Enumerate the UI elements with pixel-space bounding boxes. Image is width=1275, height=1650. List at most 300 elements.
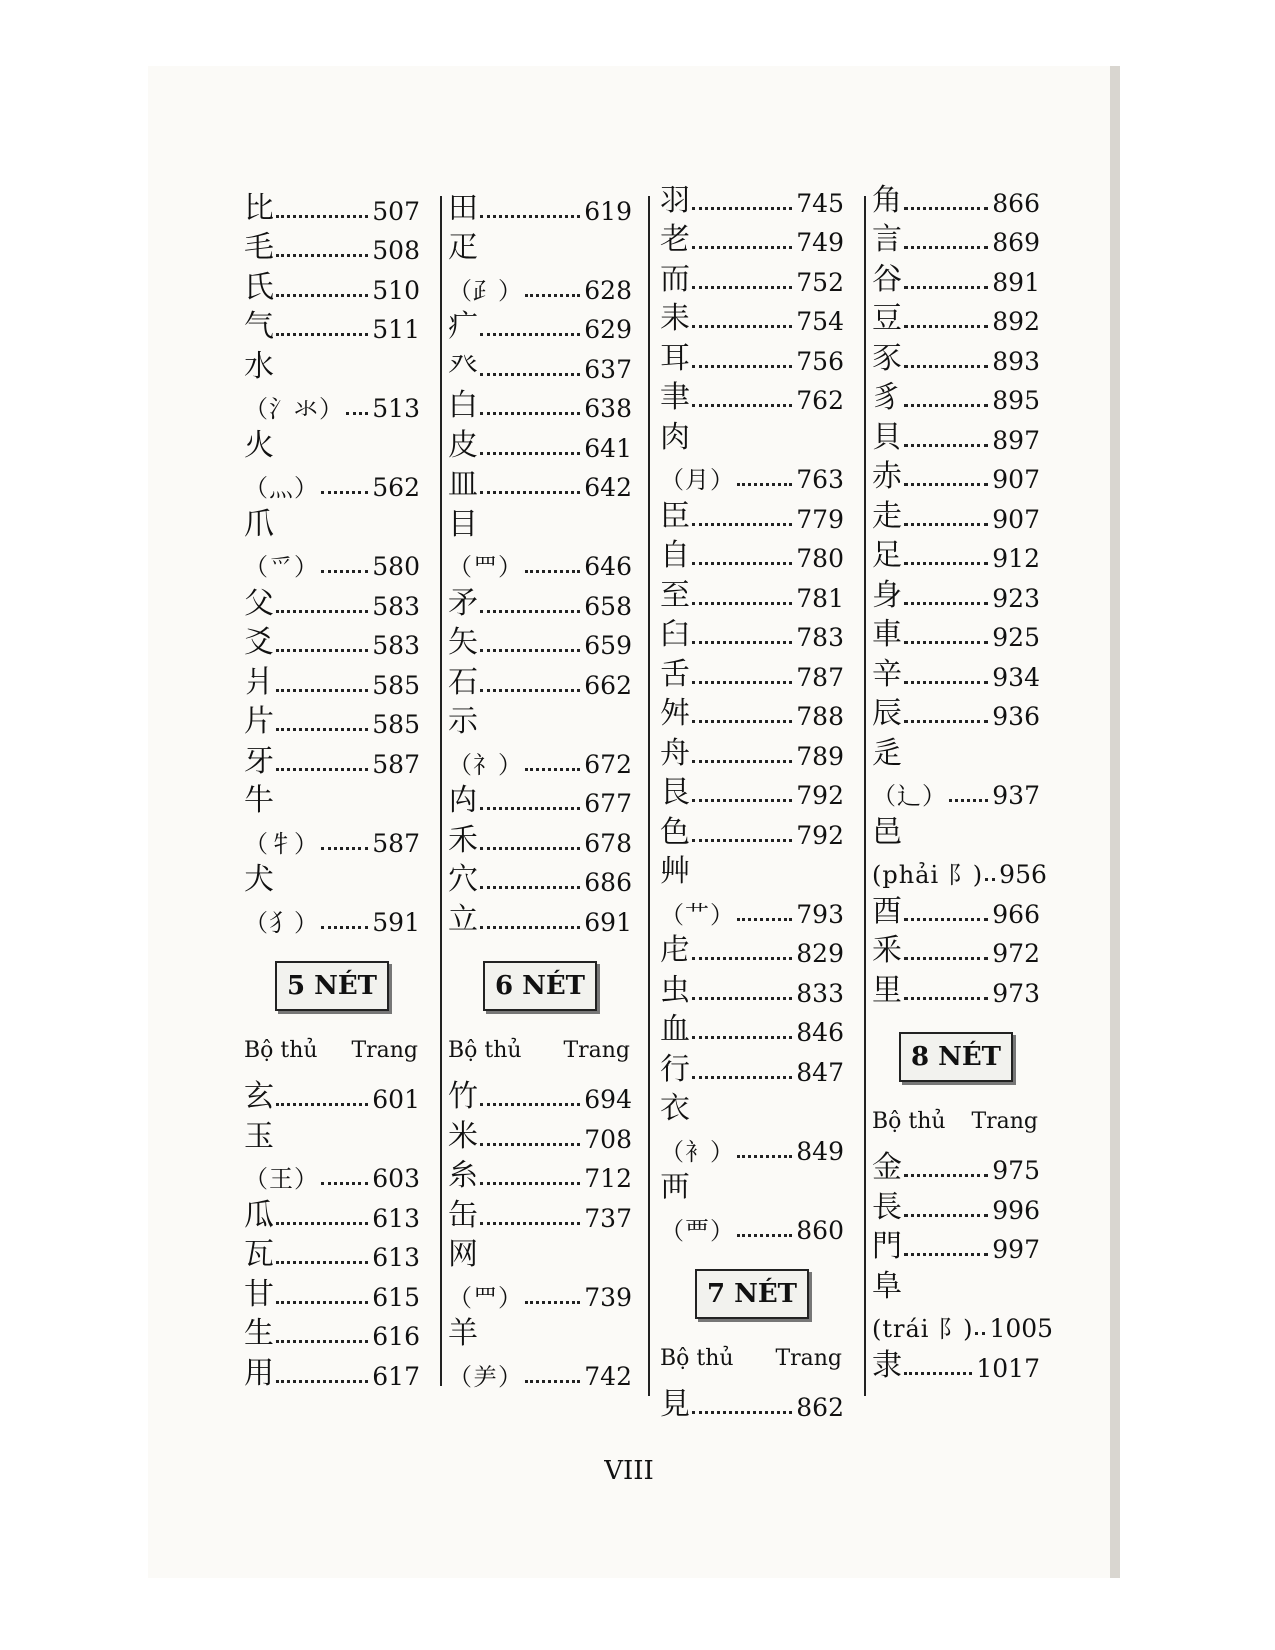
radical-glyph: 角	[872, 182, 902, 218]
column-divider	[648, 196, 650, 1396]
page-ref: 787	[796, 662, 844, 692]
radical-column-3	[660, 176, 844, 1420]
dot-leader	[480, 886, 580, 889]
radical-column-4	[872, 176, 1054, 1383]
section-header	[660, 1337, 844, 1381]
radical-entry	[660, 887, 844, 927]
dot-leader	[692, 720, 792, 723]
radical-entry	[660, 255, 844, 295]
radical-glyph: 身	[872, 577, 902, 613]
radical-entry	[660, 650, 844, 690]
radical-glyph: 石	[448, 664, 478, 700]
dot-leader	[904, 957, 988, 960]
page-ref: 754	[796, 307, 844, 336]
radical-entry	[872, 729, 1040, 769]
radical-glyph: 爪	[244, 506, 274, 542]
radical-glyph: 瓜	[244, 1197, 274, 1233]
dot-leader	[480, 847, 580, 850]
radical-entry	[244, 1231, 420, 1271]
page-ref: 694	[584, 1085, 632, 1114]
radical-glyph: 釆	[872, 933, 902, 968]
page-ref: 895	[992, 386, 1040, 415]
radical-entry	[448, 263, 632, 303]
radical-glyph: （月）	[660, 466, 735, 494]
radical-glyph: 虫	[660, 972, 690, 1008]
dot-leader	[737, 483, 792, 486]
dot-leader	[692, 1076, 792, 1079]
radical-entry	[244, 1073, 420, 1113]
radical-entry	[448, 698, 632, 738]
stroke-count-heading: 8 NÉT	[899, 1032, 1013, 1082]
radical-entry	[872, 1262, 1040, 1302]
page-ref: 781	[796, 583, 844, 613]
radical-glyph: 火	[244, 427, 274, 463]
radical-entry	[244, 382, 420, 422]
radical-glyph: 老	[660, 222, 690, 257]
radical-glyph: 辛	[872, 656, 902, 692]
radical-glyph: 豆	[872, 301, 902, 336]
dot-leader	[276, 1380, 368, 1383]
page-ref: 1005	[989, 1314, 1054, 1343]
radical-entry	[872, 295, 1040, 335]
page-ref: 792	[796, 820, 844, 850]
radical-glyph: 羽	[660, 182, 690, 218]
page-ref: 892	[992, 307, 1040, 336]
radical-entry	[448, 856, 632, 896]
radical-entry	[872, 808, 1040, 848]
header-page: Trang	[563, 1038, 630, 1063]
section-header	[448, 1029, 632, 1073]
radical-glyph: （⺶）	[448, 1362, 523, 1391]
dot-leader	[276, 649, 368, 652]
radical-column-2	[448, 184, 632, 1389]
radical-entry	[872, 255, 1040, 295]
radical-entry	[448, 1270, 632, 1310]
radical-glyph: 舟	[660, 735, 690, 771]
page-ref: 712	[584, 1164, 632, 1193]
radical-glyph: 阜	[872, 1268, 902, 1304]
radical-glyph: 疋	[448, 230, 478, 265]
radical-entry	[872, 690, 1040, 730]
dot-leader	[480, 1222, 580, 1225]
radical-entry	[244, 263, 420, 303]
page-ref: 1017	[976, 1353, 1040, 1383]
radical-entry	[244, 461, 420, 501]
dot-leader	[692, 957, 792, 960]
radical-entry	[872, 927, 1040, 967]
page-ref: 749	[796, 228, 844, 257]
dot-leader	[480, 610, 580, 613]
header-radical: Bộ thủ	[448, 1038, 522, 1063]
page-ref: 897	[992, 425, 1040, 455]
radical-glyph: 聿	[660, 380, 690, 415]
page-ref: 847	[796, 1057, 844, 1087]
dot-leader	[480, 452, 580, 455]
header-page: Trang	[775, 1346, 842, 1371]
radical-glyph: 谷	[872, 261, 902, 297]
radical-glyph: 虍	[660, 933, 690, 968]
radical-entry	[660, 966, 844, 1006]
page-ref: 619	[584, 196, 632, 226]
radical-glyph: 艮	[660, 775, 690, 810]
page-ref: 925	[992, 623, 1040, 652]
radical-entry	[872, 887, 1040, 927]
page-ref: 891	[992, 267, 1040, 297]
radical-glyph: 長	[872, 1189, 902, 1225]
dot-leader	[904, 681, 988, 684]
radical-entry	[872, 374, 1040, 414]
radical-glyph: 疒	[448, 309, 478, 344]
page-ref: 756	[796, 346, 844, 376]
radical-entry	[448, 382, 632, 422]
radical-glyph: 臼	[660, 617, 690, 652]
radical-glyph: 牛	[244, 783, 274, 818]
page-ref: 708	[584, 1124, 632, 1154]
page-ref: 686	[584, 868, 632, 897]
radical-entry	[872, 848, 1047, 889]
page-ref: 677	[584, 789, 632, 818]
page-ref: 603	[372, 1164, 420, 1193]
dot-leader	[904, 325, 988, 328]
page-ref: 507	[372, 196, 420, 226]
dot-leader	[985, 878, 995, 881]
radical-entry	[244, 777, 420, 817]
radical-glyph: 父	[244, 585, 274, 621]
radical-entry	[660, 690, 844, 730]
stroke-count-heading: 6 NÉT	[483, 961, 597, 1011]
dot-leader	[904, 1214, 988, 1217]
header-radical: Bộ thủ	[660, 1346, 734, 1371]
radical-glyph: 矢	[448, 625, 478, 660]
page-ref: 617	[372, 1361, 420, 1391]
dot-leader	[692, 760, 792, 763]
dot-leader	[692, 365, 792, 368]
radical-glyph: 隶	[872, 1347, 902, 1383]
radical-glyph: 水	[244, 348, 274, 384]
radical-glyph: 赤	[872, 459, 902, 494]
radical-glyph: 自	[660, 538, 690, 573]
dot-leader	[904, 404, 988, 407]
page-ref: 862	[796, 1393, 844, 1422]
radical-entry	[448, 777, 632, 817]
dot-leader	[276, 333, 368, 336]
radical-entry	[872, 1302, 1054, 1343]
page-ref: 513	[372, 394, 420, 423]
dot-leader	[525, 294, 580, 297]
page-ref: 907	[992, 465, 1040, 494]
page-ref: 737	[584, 1203, 632, 1233]
dot-leader	[276, 689, 368, 692]
dot-leader	[904, 997, 988, 1000]
dot-leader	[737, 1155, 792, 1158]
radical-glyph: 田	[448, 190, 478, 226]
radical-glyph: 舛	[660, 696, 690, 731]
page-ref: 912	[992, 544, 1040, 573]
dot-leader	[480, 1182, 580, 1185]
dot-leader	[525, 768, 580, 771]
page-ref: 613	[372, 1203, 420, 1233]
page-ref: 662	[584, 670, 632, 700]
dot-leader	[480, 215, 580, 218]
dot-leader	[904, 523, 988, 526]
radical-glyph: 而	[660, 261, 690, 297]
page-ref: 646	[584, 552, 632, 581]
dot-leader	[276, 728, 368, 731]
radical-entry	[660, 334, 844, 374]
page-ref: 789	[796, 741, 844, 771]
dot-leader	[480, 689, 580, 692]
header-page: Trang	[351, 1038, 418, 1063]
radical-glyph: 襾	[660, 1170, 690, 1205]
radical-entry	[244, 1310, 420, 1350]
dot-leader	[321, 847, 368, 850]
page-ref: 510	[372, 275, 420, 305]
radical-glyph: 舌	[660, 656, 690, 692]
dot-leader	[737, 1234, 792, 1237]
radical-entry	[448, 342, 632, 382]
radical-entry	[872, 1144, 1040, 1184]
radical-entry	[448, 1349, 632, 1389]
radical-glyph: 皿	[448, 467, 478, 502]
radical-entry	[660, 216, 844, 256]
radical-entry	[872, 611, 1040, 651]
dot-leader	[692, 1411, 792, 1414]
radical-entry	[448, 1310, 632, 1350]
radical-entry	[244, 1349, 420, 1389]
radical-glyph: （辶）	[872, 782, 947, 810]
radical-glyph: 爿	[244, 664, 274, 700]
radical-entry	[872, 492, 1040, 532]
dot-leader	[692, 602, 792, 605]
radical-glyph: 酉	[872, 893, 902, 929]
page-ref: 972	[992, 939, 1040, 968]
header-radical: Bộ thủ	[872, 1109, 946, 1134]
stroke-count-heading: 5 NÉT	[275, 961, 389, 1011]
radical-entry	[448, 540, 632, 580]
radical-entry	[448, 658, 632, 698]
page-ref: 658	[584, 591, 632, 621]
page-ref: 615	[372, 1282, 420, 1312]
radical-entry	[448, 500, 632, 540]
page-ref: 601	[372, 1085, 420, 1114]
radical-column-1	[244, 184, 420, 1389]
radical-glyph: 耳	[660, 340, 690, 376]
page-ref: 997	[992, 1235, 1040, 1264]
header-radical: Bộ thủ	[244, 1038, 318, 1063]
radical-glyph: 臣	[660, 498, 690, 534]
radical-entry	[660, 492, 844, 532]
dot-leader	[276, 1301, 368, 1304]
radical-glyph: 豕	[872, 340, 902, 376]
dot-leader	[692, 246, 792, 249]
dot-leader	[737, 918, 792, 921]
radical-entry	[448, 421, 632, 461]
book-page	[148, 66, 1120, 1578]
dot-leader	[480, 1143, 580, 1146]
radical-entry	[872, 1341, 1040, 1381]
page-ref: 628	[584, 275, 632, 305]
radical-glyph: 甘	[244, 1276, 274, 1312]
page-ref: 779	[796, 504, 844, 534]
radical-entry	[660, 927, 844, 967]
page-ref: 511	[372, 315, 420, 344]
dot-leader	[525, 1380, 580, 1383]
page-ref: 678	[584, 828, 632, 858]
radical-entry	[660, 729, 844, 769]
radical-glyph: 比	[244, 190, 274, 226]
dot-leader	[692, 523, 792, 526]
radical-entry	[448, 619, 632, 659]
radical-glyph: （氵氺）	[244, 395, 344, 423]
radical-glyph: 白	[448, 388, 478, 423]
radical-entry	[660, 1045, 844, 1085]
radical-entry	[660, 1203, 844, 1243]
radical-glyph: 皮	[448, 427, 478, 463]
dot-leader	[276, 1261, 368, 1264]
radical-entry	[872, 334, 1040, 374]
radical-glyph: 肉	[660, 419, 690, 455]
section-header	[872, 1100, 1040, 1144]
page-ref: 591	[372, 907, 420, 937]
dot-leader	[692, 286, 792, 289]
column-divider	[864, 196, 866, 1396]
radical-glyph: 邑	[872, 814, 902, 850]
dot-leader	[480, 649, 580, 652]
radical-glyph: 毛	[244, 230, 274, 265]
dot-leader	[480, 373, 580, 376]
radical-entry	[660, 1085, 844, 1125]
radical-glyph: （艹）	[660, 900, 735, 929]
page-ref: 508	[372, 236, 420, 265]
radical-glyph: （罒）	[448, 553, 523, 581]
radical-entry	[244, 579, 420, 619]
page-ref: 583	[372, 631, 420, 660]
page-ref: 580	[372, 552, 420, 581]
radical-entry	[660, 1124, 844, 1164]
dot-leader	[480, 926, 580, 929]
radical-glyph: 示	[448, 704, 478, 739]
radical-entry	[448, 1152, 632, 1192]
radical-entry	[448, 303, 632, 343]
radical-glyph: 羊	[448, 1316, 478, 1351]
radical-entry	[244, 737, 420, 777]
radical-entry	[448, 1073, 632, 1113]
radical-glyph: 癶	[448, 348, 478, 384]
radical-entry	[872, 769, 1040, 809]
dot-leader	[321, 570, 368, 573]
radical-entry	[872, 176, 1040, 216]
radical-entry	[244, 500, 420, 540]
radical-glyph: 豸	[872, 380, 902, 415]
radical-glyph: 禸	[448, 783, 478, 818]
radical-glyph: 爻	[244, 625, 274, 660]
radical-entry	[244, 895, 420, 935]
section-header	[244, 1029, 420, 1073]
page-ref: 866	[992, 188, 1040, 218]
radical-entry	[244, 224, 420, 264]
dot-leader	[692, 799, 792, 802]
page-number: VIII	[604, 1456, 654, 1486]
page-ref: 613	[372, 1243, 420, 1272]
dot-leader	[276, 254, 368, 257]
page-ref: 975	[992, 1156, 1040, 1185]
dot-leader	[525, 570, 580, 573]
radical-glyph: 行	[660, 1051, 690, 1087]
radical-glyph: 缶	[448, 1197, 478, 1233]
page-ref: 923	[992, 583, 1040, 613]
radical-entry	[660, 1006, 844, 1046]
radical-entry	[448, 184, 632, 224]
radical-glyph: （爫）	[244, 553, 319, 581]
dot-leader	[480, 333, 580, 336]
page-ref: 585	[372, 670, 420, 700]
radical-glyph: （罒）	[448, 1283, 523, 1312]
radical-entry	[660, 769, 844, 809]
dot-leader	[975, 1332, 985, 1335]
radical-entry	[660, 1164, 844, 1204]
radical-entry	[244, 1270, 420, 1310]
page-ref: 638	[584, 394, 632, 423]
radical-glyph: （牜）	[244, 829, 319, 858]
radical-entry	[448, 1231, 632, 1271]
dot-leader	[480, 412, 580, 415]
radical-entry	[660, 374, 844, 414]
page-ref: 641	[584, 433, 632, 463]
page-ref: 907	[992, 504, 1040, 534]
radical-entry	[244, 184, 420, 224]
radical-entry	[660, 611, 844, 651]
dot-leader	[904, 1253, 988, 1256]
radical-glyph: 米	[448, 1118, 478, 1154]
page-ref: 659	[584, 631, 632, 660]
radical-glyph: 犬	[244, 862, 274, 897]
radical-entry	[660, 532, 844, 572]
dot-leader	[321, 926, 368, 929]
page-ref: 956	[999, 860, 1047, 889]
column-divider	[440, 196, 442, 1386]
radical-entry	[660, 413, 844, 453]
radical-entry	[448, 895, 632, 935]
radical-entry	[448, 737, 632, 777]
dot-leader	[276, 294, 368, 297]
radical-entry	[872, 650, 1040, 690]
radical-glyph: 衣	[660, 1091, 690, 1126]
page-ref: 936	[992, 702, 1040, 731]
dot-leader	[904, 1174, 988, 1177]
page-ref: 788	[796, 702, 844, 731]
dot-leader	[904, 641, 988, 644]
radical-glyph: 网	[448, 1237, 478, 1272]
page-ref: 745	[796, 188, 844, 218]
page-ref: 780	[796, 544, 844, 573]
radical-glyph: 耒	[660, 301, 690, 336]
radical-glyph: 玄	[244, 1079, 274, 1114]
page-ref: 934	[992, 662, 1040, 692]
dot-leader	[321, 1182, 368, 1185]
page-ref: 739	[584, 1282, 632, 1312]
radical-glyph: 糸	[448, 1158, 478, 1193]
radical-glyph: 艸	[660, 854, 690, 889]
radical-glyph: 血	[660, 1012, 690, 1047]
dot-leader	[692, 641, 792, 644]
page-ref: 629	[584, 315, 632, 344]
page-ref: 829	[796, 939, 844, 968]
radical-glyph: 氏	[244, 269, 274, 305]
radical-entry	[872, 966, 1040, 1006]
radical-glyph: （⺪）	[448, 276, 523, 305]
dot-leader	[276, 768, 368, 771]
page-ref: 585	[372, 710, 420, 739]
